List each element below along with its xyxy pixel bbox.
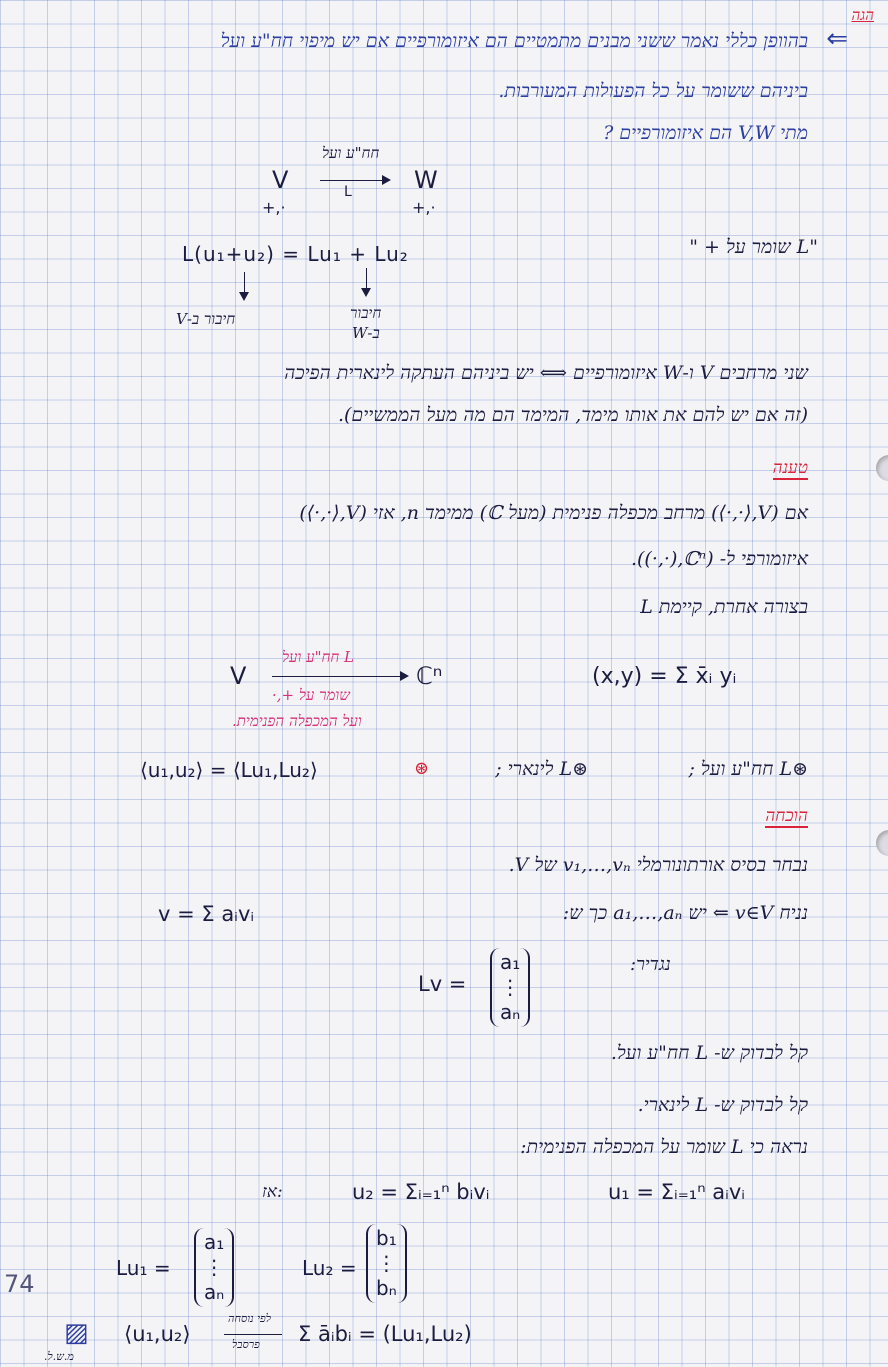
diagram-left-space: V [230,662,247,690]
inner-product-definition: (x,y) = Σ x̄ᵢ yᵢ [592,664,737,689]
final-rhs: Σ āᵢbᵢ = (Lu₁,Lu₂) [298,1322,472,1346]
vector-entry: ⋮ [376,1251,397,1275]
binder-hole [876,830,888,856]
note-add-w-1: חיבור [350,304,382,322]
Lu2-label: Lu₂ = [302,1256,357,1280]
question-line: מתי V,W הם איזומורפיים ? [603,122,808,144]
vector-entry: bₙ [376,1276,397,1300]
vector-b [366,1224,407,1303]
vector-entry: a₁ [500,950,521,974]
lemma-line: איזומורפי ל- (ℂⁿ,(·,·)). [630,548,808,570]
condition-bijective: ⊛L חח"ע ועל ; [688,758,808,780]
condition-linear: ⊛L לינארי ; [495,758,588,780]
proof-line: קל לבדוק ש- L חח"ע ועל. [610,1042,808,1064]
diagram-right-space: ℂⁿ [416,662,443,690]
star-mark: ⊛ [414,758,430,779]
paragraph-line: בהוופן כללי נאמר ששני מבנים מתמטיים הם איזומורפיים אם יש מיפוי חח"ע ועל [220,30,808,52]
final-lhs: ⟨u₁,u₂⟩ [124,1322,191,1346]
note-add-v: חיבור ב-V [176,310,236,328]
vector-entry: aₙ [204,1280,225,1304]
proof-line: נראה כי L שומר על המכפלה הפנימית: [520,1136,808,1158]
pink-note: ועל המכפלה הפנימית. [232,712,362,730]
u1-definition: u₁ = Σᵢ₌₁ⁿ aᵢvᵢ [608,1180,746,1204]
arrowhead-icon [361,288,371,297]
vector-a [490,948,530,1027]
vector-entry: ⋮ [204,1255,225,1279]
define-label: נגדיר: [630,954,671,975]
proof-line: קל לבדוק ש- L לינארי. [637,1094,808,1116]
qed-note: מ.ש.ל. [44,1350,74,1363]
arrowhead-icon [239,292,249,301]
lemma-line: אם (V,⟨·,·⟩) מרחב מכפלה פנימית (מעל ℂ) ממימד n, אזי (V,⟨·,·⟩) [299,502,808,524]
binder-hole [876,455,888,481]
note-add-w-2: ב-W [352,324,380,342]
vector-entry: aₙ [500,1000,521,1024]
page-number: 74 [4,1270,35,1298]
vector-a [194,1228,234,1307]
vector-entry: a₁ [204,1230,225,1254]
qed-box-icon: ▨ [64,1318,89,1348]
u2-definition: u₂ = Σᵢ₌₁ⁿ bᵢvᵢ [352,1180,490,1204]
statement-line: שני מרחבים V ו-W איזומורפיים ⟺ יש ביניהם העתקה לינארית הפיכה [284,362,808,384]
arrowhead-icon [382,175,391,185]
statement-line: (זה אם יש להם את אותו מימד, המימד הם מה מעל הממשיים). [337,404,808,426]
diagram-arrow-top-label: חח"ע ועל [322,144,380,162]
proof-line: נניח v∈V ⇐ יש a₁,…,aₙ כך ש: [562,902,808,924]
lemma-title: טענה [772,458,808,478]
and-label: :אז [262,1182,283,1202]
corner-mark: הגה [851,6,874,24]
pink-note: שומר על +,· [272,686,350,704]
additivity-equation: L(u₁+u₂) = Lu₁ + Lu₂ [182,242,409,266]
vector-entry: ⋮ [500,975,521,999]
vector-entry: b₁ [376,1226,397,1250]
diagram-ops-left: +,· [262,198,286,217]
diagram-arrow [272,676,400,677]
parseval-bar [224,1334,282,1335]
diagram-arrow-label: L [344,184,352,200]
diagram-right-space: W [414,166,438,194]
double-arrow-icon: ⇐ [826,24,848,54]
parseval-under: פרסבל [232,1338,260,1351]
diagram-arrow-top-label: L חח"ע ועל [282,648,354,666]
v-expansion: v = Σ aᵢvᵢ [158,902,255,926]
proof-title: הוכחה [765,806,808,826]
lemma-line: בצורה אחרת, קיימת L [640,596,808,618]
proof-line: נבחר בסיס אורתונורמלי v₁,…,vₙ של V. [508,854,808,876]
diagram-left-space: V [272,166,289,194]
paragraph-line: ביניהם ששומר על כל הפעולות המעורבות. [498,80,808,102]
parseval-over: לפי נוסחה [228,1312,271,1325]
diagram-arrow [320,180,382,181]
keeps-plus-note: "L שומר על + " [689,236,818,258]
diagram-ops-right: +,· [412,198,436,217]
arrowhead-icon [400,671,409,681]
down-arrow [366,268,367,288]
down-arrow [244,272,245,292]
preserve-inner-equation: ⟨u₁,u₂⟩ = ⟨Lu₁,Lu₂⟩ [140,758,318,782]
Lv-label: Lv = [418,972,467,996]
Lu1-label: Lu₁ = [116,1256,171,1280]
